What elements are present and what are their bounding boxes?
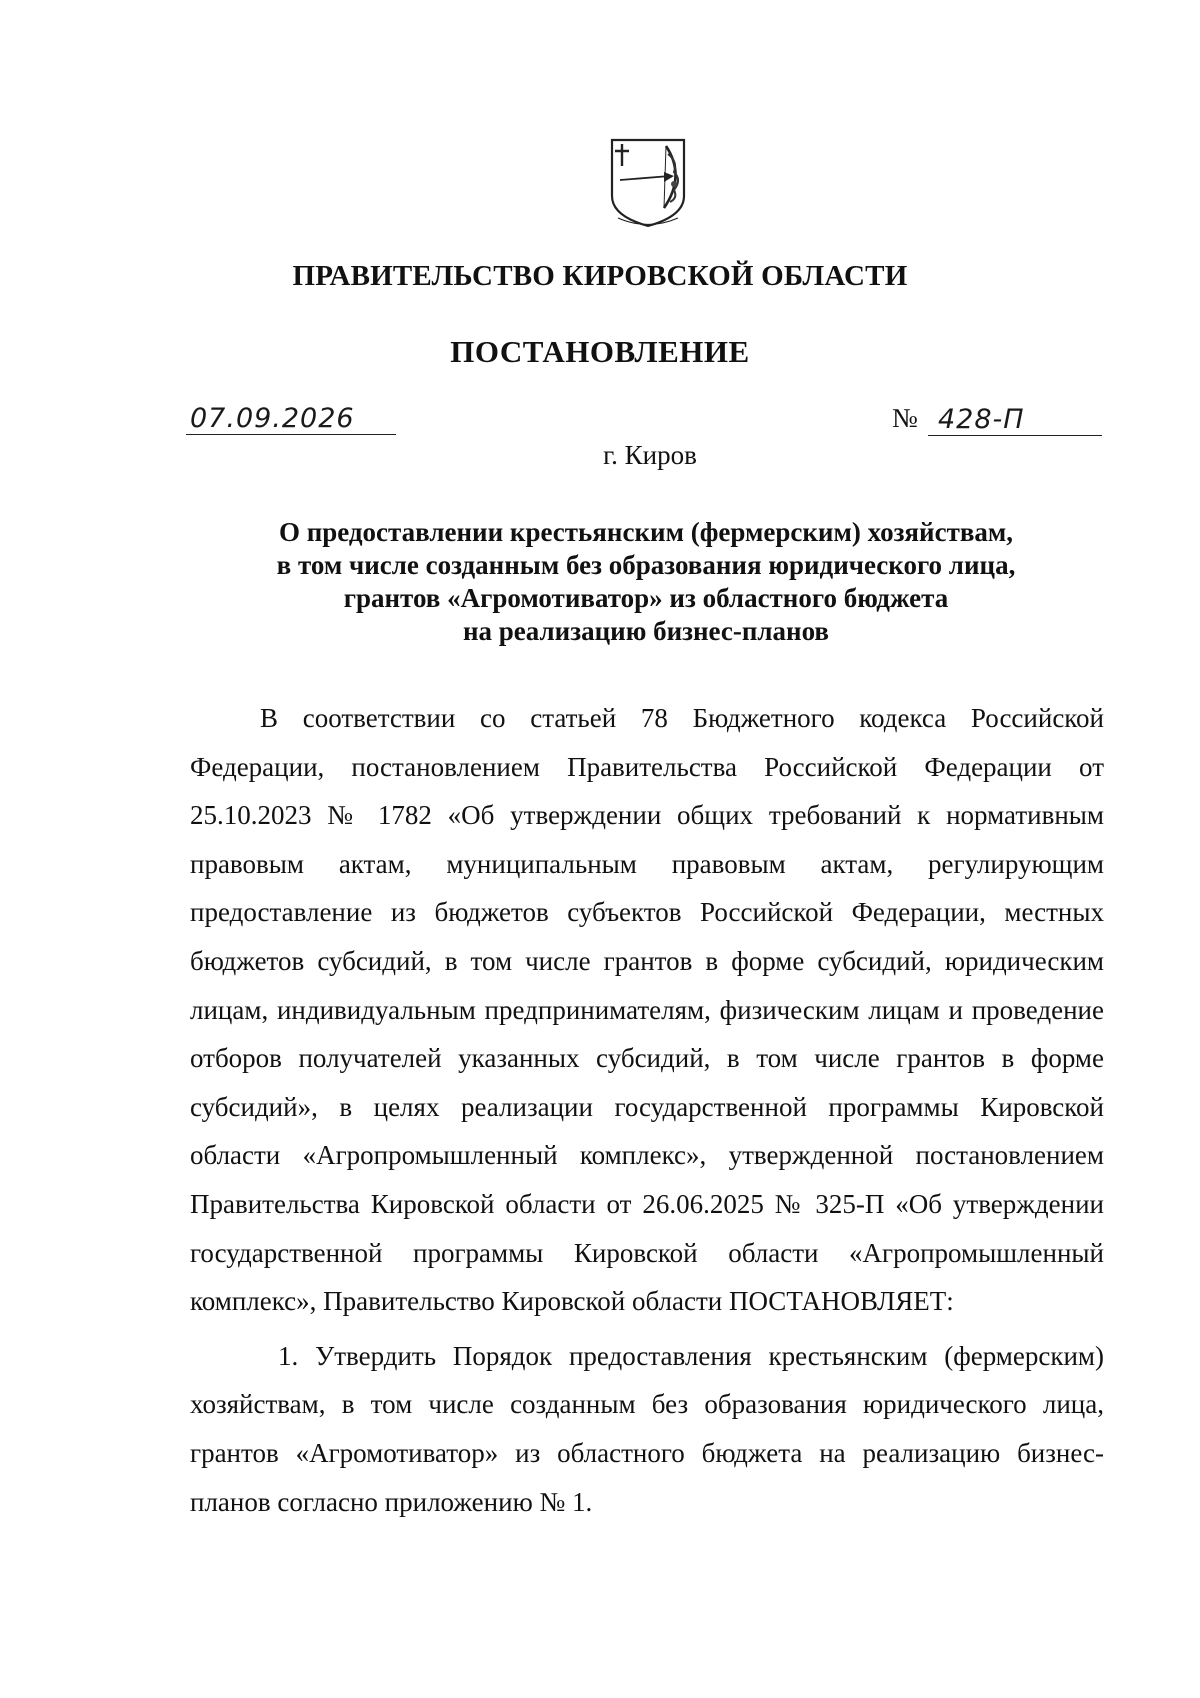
preamble-paragraph: В соответствии со статьей 78 Бюджетного кодекса Российской Федерации, постановлением Правительства Российской Федерации от 25.10.2023 № 1782 «Об утверждении общих требований к нормативным правовым актам, муниципальным правовым актам, регулирующим предоставление из бюджетов субъектов Российской Федерации, местных бюджетов субсидий, в том числе грантов в форме субсидий, юридическим лицам, индивидуальным предпринимателям, физическим лицам и проведение отборов получателей указанных субсидий, в том числе грантов в форме субсидий», в целях реализации государственной программы Кировской области «Агропромышленный комплекс», утвержденной постановлением Правительства Кировской области от 26.06.2025 № 325-П «Об утверждении государственной программы Кировской области «Агропромышленный комплекс», Правительство Кировской области ПОСТАНОВЛЯЕТ:	[190, 703, 1104, 1317]
title-line: на реализацию бизнес-планов	[462, 616, 830, 646]
number-sign: №	[892, 403, 918, 433]
date-field	[186, 398, 396, 435]
number-field	[892, 400, 1102, 436]
title-line: в том числе созданным без образования юридического лица,	[276, 550, 1016, 580]
title-line: О предоставлении крестьянским (фермерским) хозяйствам,	[278, 517, 1014, 547]
document-date: 07.09.2026	[190, 403, 355, 434]
item-1-paragraph: 1. Утвердить Порядок предоставления крестьянским (фермерским) хозяйствам, в том числе созданным без образования юридического лица, грантов «Агромотиватор» из областного бюджета на реализацию бизнес-планов согласно приложению № 1.	[190, 1340, 1104, 1517]
organization-name: ПРАВИТЕЛЬСТВО КИРОВСКОЙ ОБЛАСТИ	[292, 260, 908, 292]
city: г. Киров	[603, 440, 697, 470]
document-number: 428-П	[938, 404, 1025, 435]
title-line: грантов «Агромотиватор» из областного бюджета	[343, 583, 949, 613]
document-title	[186, 516, 1106, 648]
document-type: ПОСТАНОВЛЕНИЕ	[450, 334, 750, 369]
coat-of-arms-icon	[608, 136, 688, 230]
document-body	[190, 694, 1104, 1526]
number-line	[928, 399, 1102, 436]
